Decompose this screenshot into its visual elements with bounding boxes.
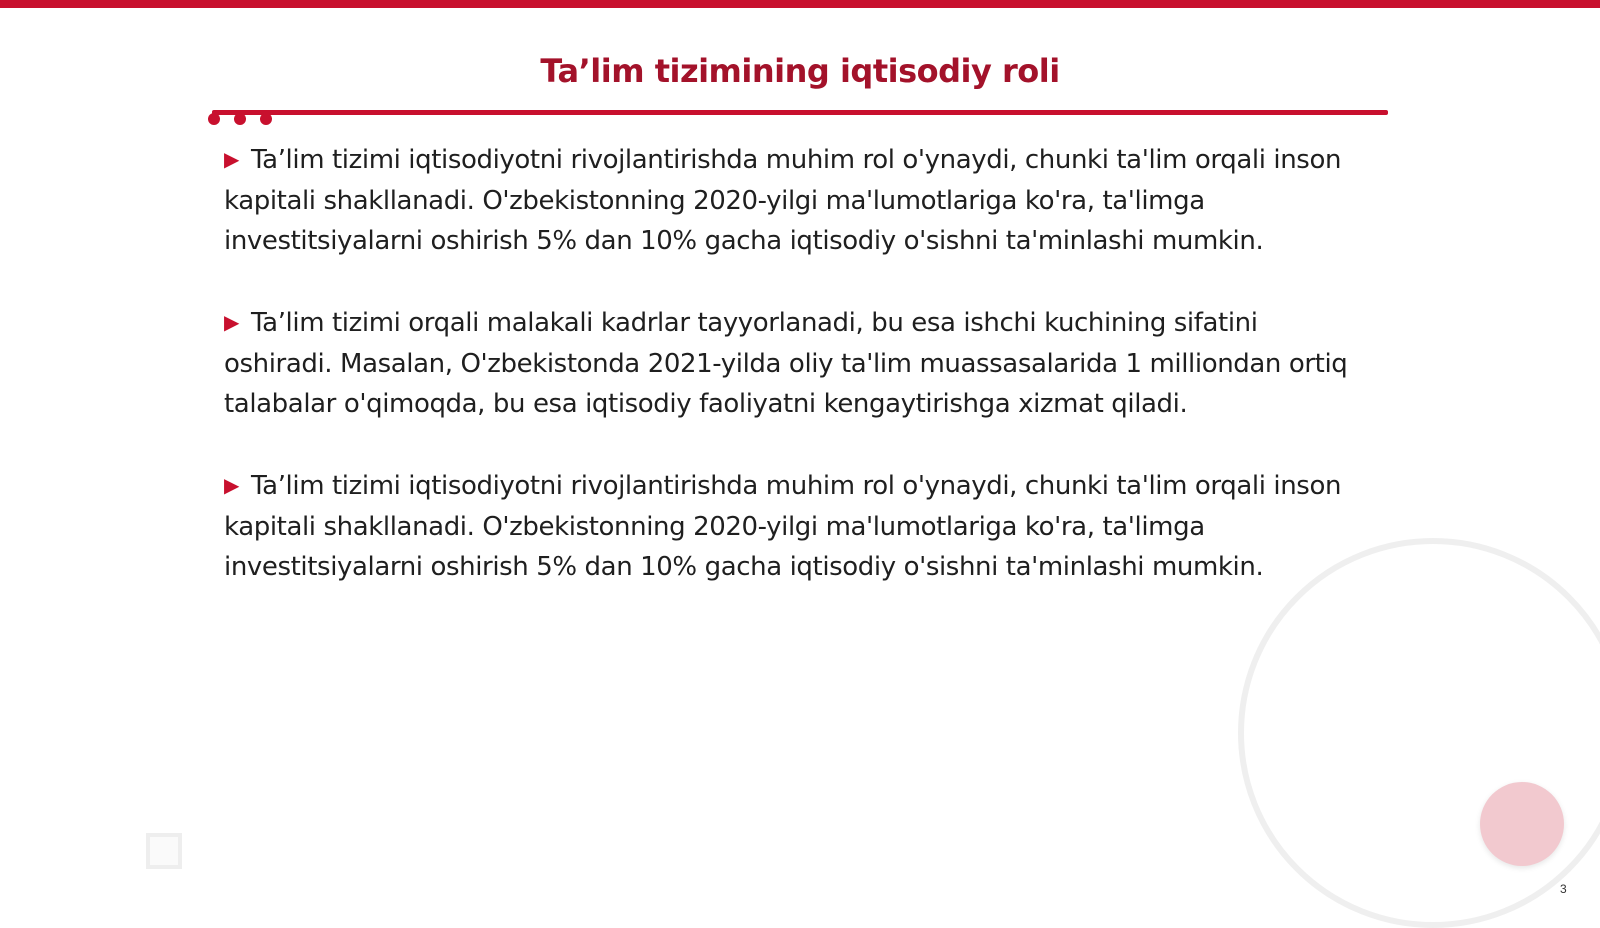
bullet-item [224, 140, 1364, 261]
title-underline [212, 110, 1388, 115]
decor-dot [234, 113, 246, 125]
decor-dot [260, 113, 272, 125]
page-number: 3 [1560, 882, 1567, 896]
decor-pink-circle [1480, 782, 1564, 866]
bullet-text: Ta’lim tizimi iqtisodiyotni rivojlantirishda muhim rol o'ynaydi, chunki ta'lim orqali inson kapitali shakllanadi. O'zbekistonning 2020-yilgi ma'lumotlariga ko'ra, ta'limga investitsiyalarni oshirish 5% dan 10% gacha iqtisodiy o'sishni ta'minlashi mumkin. [224, 471, 1342, 582]
triangle-right-icon: ▶ [224, 147, 239, 171]
triangle-right-icon: ▶ [224, 310, 239, 334]
bullet-text: Ta’lim tizimi orqali malakali kadrlar tayyorlanadi, bu esa ishchi kuchining sifatini oshiradi. Masalan, O'zbekistonda 2021-yilda oliy ta'lim muassasalarida 1 milliondan ortiq talabalar o'qimoqda, bu esa iqtisodiy faoliyatni kengaytirishga xizmat qiladi. [224, 308, 1348, 419]
slide-title: Ta’lim tizimining iqtisodiy roli [540, 52, 1060, 90]
decor-square-outline [146, 833, 182, 869]
top-accent-bar [0, 0, 1600, 8]
bullet-item [224, 466, 1364, 587]
decor-circle-outline [1238, 538, 1600, 928]
bullet-item [224, 303, 1364, 424]
bullet-text: Ta’lim tizimi iqtisodiyotni rivojlantirishda muhim rol o'ynaydi, chunki ta'lim orqali inson kapitali shakllanadi. O'zbekistonning 2020-yilgi ma'lumotlariga ko'ra, ta'limga investitsiyalarni oshirish 5% dan 10% gacha iqtisodiy o'sishni ta'minlashi mumkin. [224, 145, 1342, 256]
triangle-right-icon: ▶ [224, 473, 239, 497]
bullet-list [224, 140, 1364, 629]
decor-dot [208, 113, 220, 125]
